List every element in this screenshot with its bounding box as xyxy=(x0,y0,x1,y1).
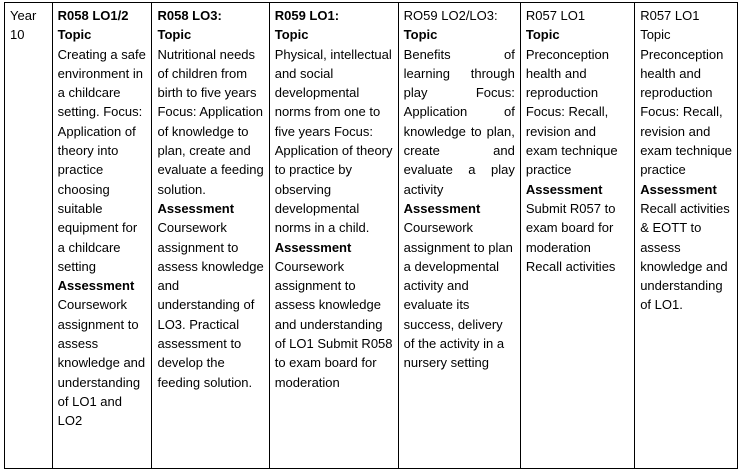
assessment-label: Assessment xyxy=(403,200,481,216)
topic-label: Topic xyxy=(57,27,92,43)
topic-text: Preconception health and reproduction Focus: Recall, revision and exam technique practice xyxy=(525,46,618,178)
topic-label: Topic xyxy=(157,27,192,43)
assessment-text: Coursework assignment to assess knowledge and understanding of LO1 and LO2 xyxy=(57,297,146,429)
unit-heading: R057 LO1 xyxy=(525,8,586,23)
unit-cell-r059-lo2-lo3 xyxy=(398,3,520,469)
assessment-label: Assessment xyxy=(640,181,717,197)
assessment-label: Assessment xyxy=(525,181,603,197)
assessment-label: Assessment xyxy=(157,200,235,216)
unit-heading: R057 LO1 xyxy=(640,8,700,23)
unit-cell-r057-lo1-a xyxy=(520,3,634,469)
unit-heading: RO59 LO2/LO3: xyxy=(403,8,498,23)
topic-text: Physical, intellectual and social developmental norms from one to five years Focus: Application of theory to practice by observing developmental norms in a child. xyxy=(274,46,393,236)
curriculum-table xyxy=(4,2,738,469)
topic-text: Nutritional needs of children from birth to five years Focus: Application of knowledge to plan, create and evaluate a feeding solution. xyxy=(157,46,264,197)
assessment-label: Assessment xyxy=(57,278,135,294)
topic-text: Benefits of learning through play Focus: Application of knowledge to plan, create and evaluate a play activity xyxy=(403,46,515,197)
topic-text: Creating a safe environment in a childcare setting. Focus: Application of theory into practice choosing suitable equipment for a childcare setting xyxy=(57,46,146,274)
unit-cell-r058-lo3 xyxy=(152,3,269,469)
topic-label: Topic xyxy=(274,27,309,43)
topic-text: Preconception health and reproduction Focus: Recall, revision and exam technique practice xyxy=(640,46,732,178)
unit-cell-r059-lo1 xyxy=(269,3,398,469)
assessment-label: Assessment xyxy=(274,239,352,255)
topic-label: Topic xyxy=(403,27,438,43)
assessment-text: Coursework assignment to plan a developmental activity and evaluate its success, delivery of the activity in a nursery setting xyxy=(403,220,513,371)
unit-cell-r058-lo1-2 xyxy=(52,3,152,469)
year-number: 10 xyxy=(10,27,25,43)
assessment-text: Recall activities & EOTT to assess knowledge and understanding of LO1. xyxy=(640,200,730,313)
unit-heading: R058 LO3: xyxy=(157,8,222,23)
unit-heading: R058 LO1/2 xyxy=(57,8,129,23)
assessment-text: Coursework assignment to assess knowledge and understanding of LO3. Practical assessment to develop the feeding solution. xyxy=(157,220,264,390)
topic-label: Topic xyxy=(525,27,560,43)
year-cell xyxy=(5,3,53,469)
unit-heading: R059 LO1: xyxy=(274,8,340,23)
year-label: Year xyxy=(10,8,37,23)
assessment-text: Submit R057 to exam board for moderation Recall activities xyxy=(525,200,616,274)
topic-label: Topic xyxy=(640,27,671,43)
assessment-text: Coursework assignment to assess knowledge and understanding of LO1 Submit R058 to exam board for moderation xyxy=(274,258,393,390)
table-row xyxy=(5,3,738,469)
unit-cell-r057-lo1-b xyxy=(635,3,738,469)
